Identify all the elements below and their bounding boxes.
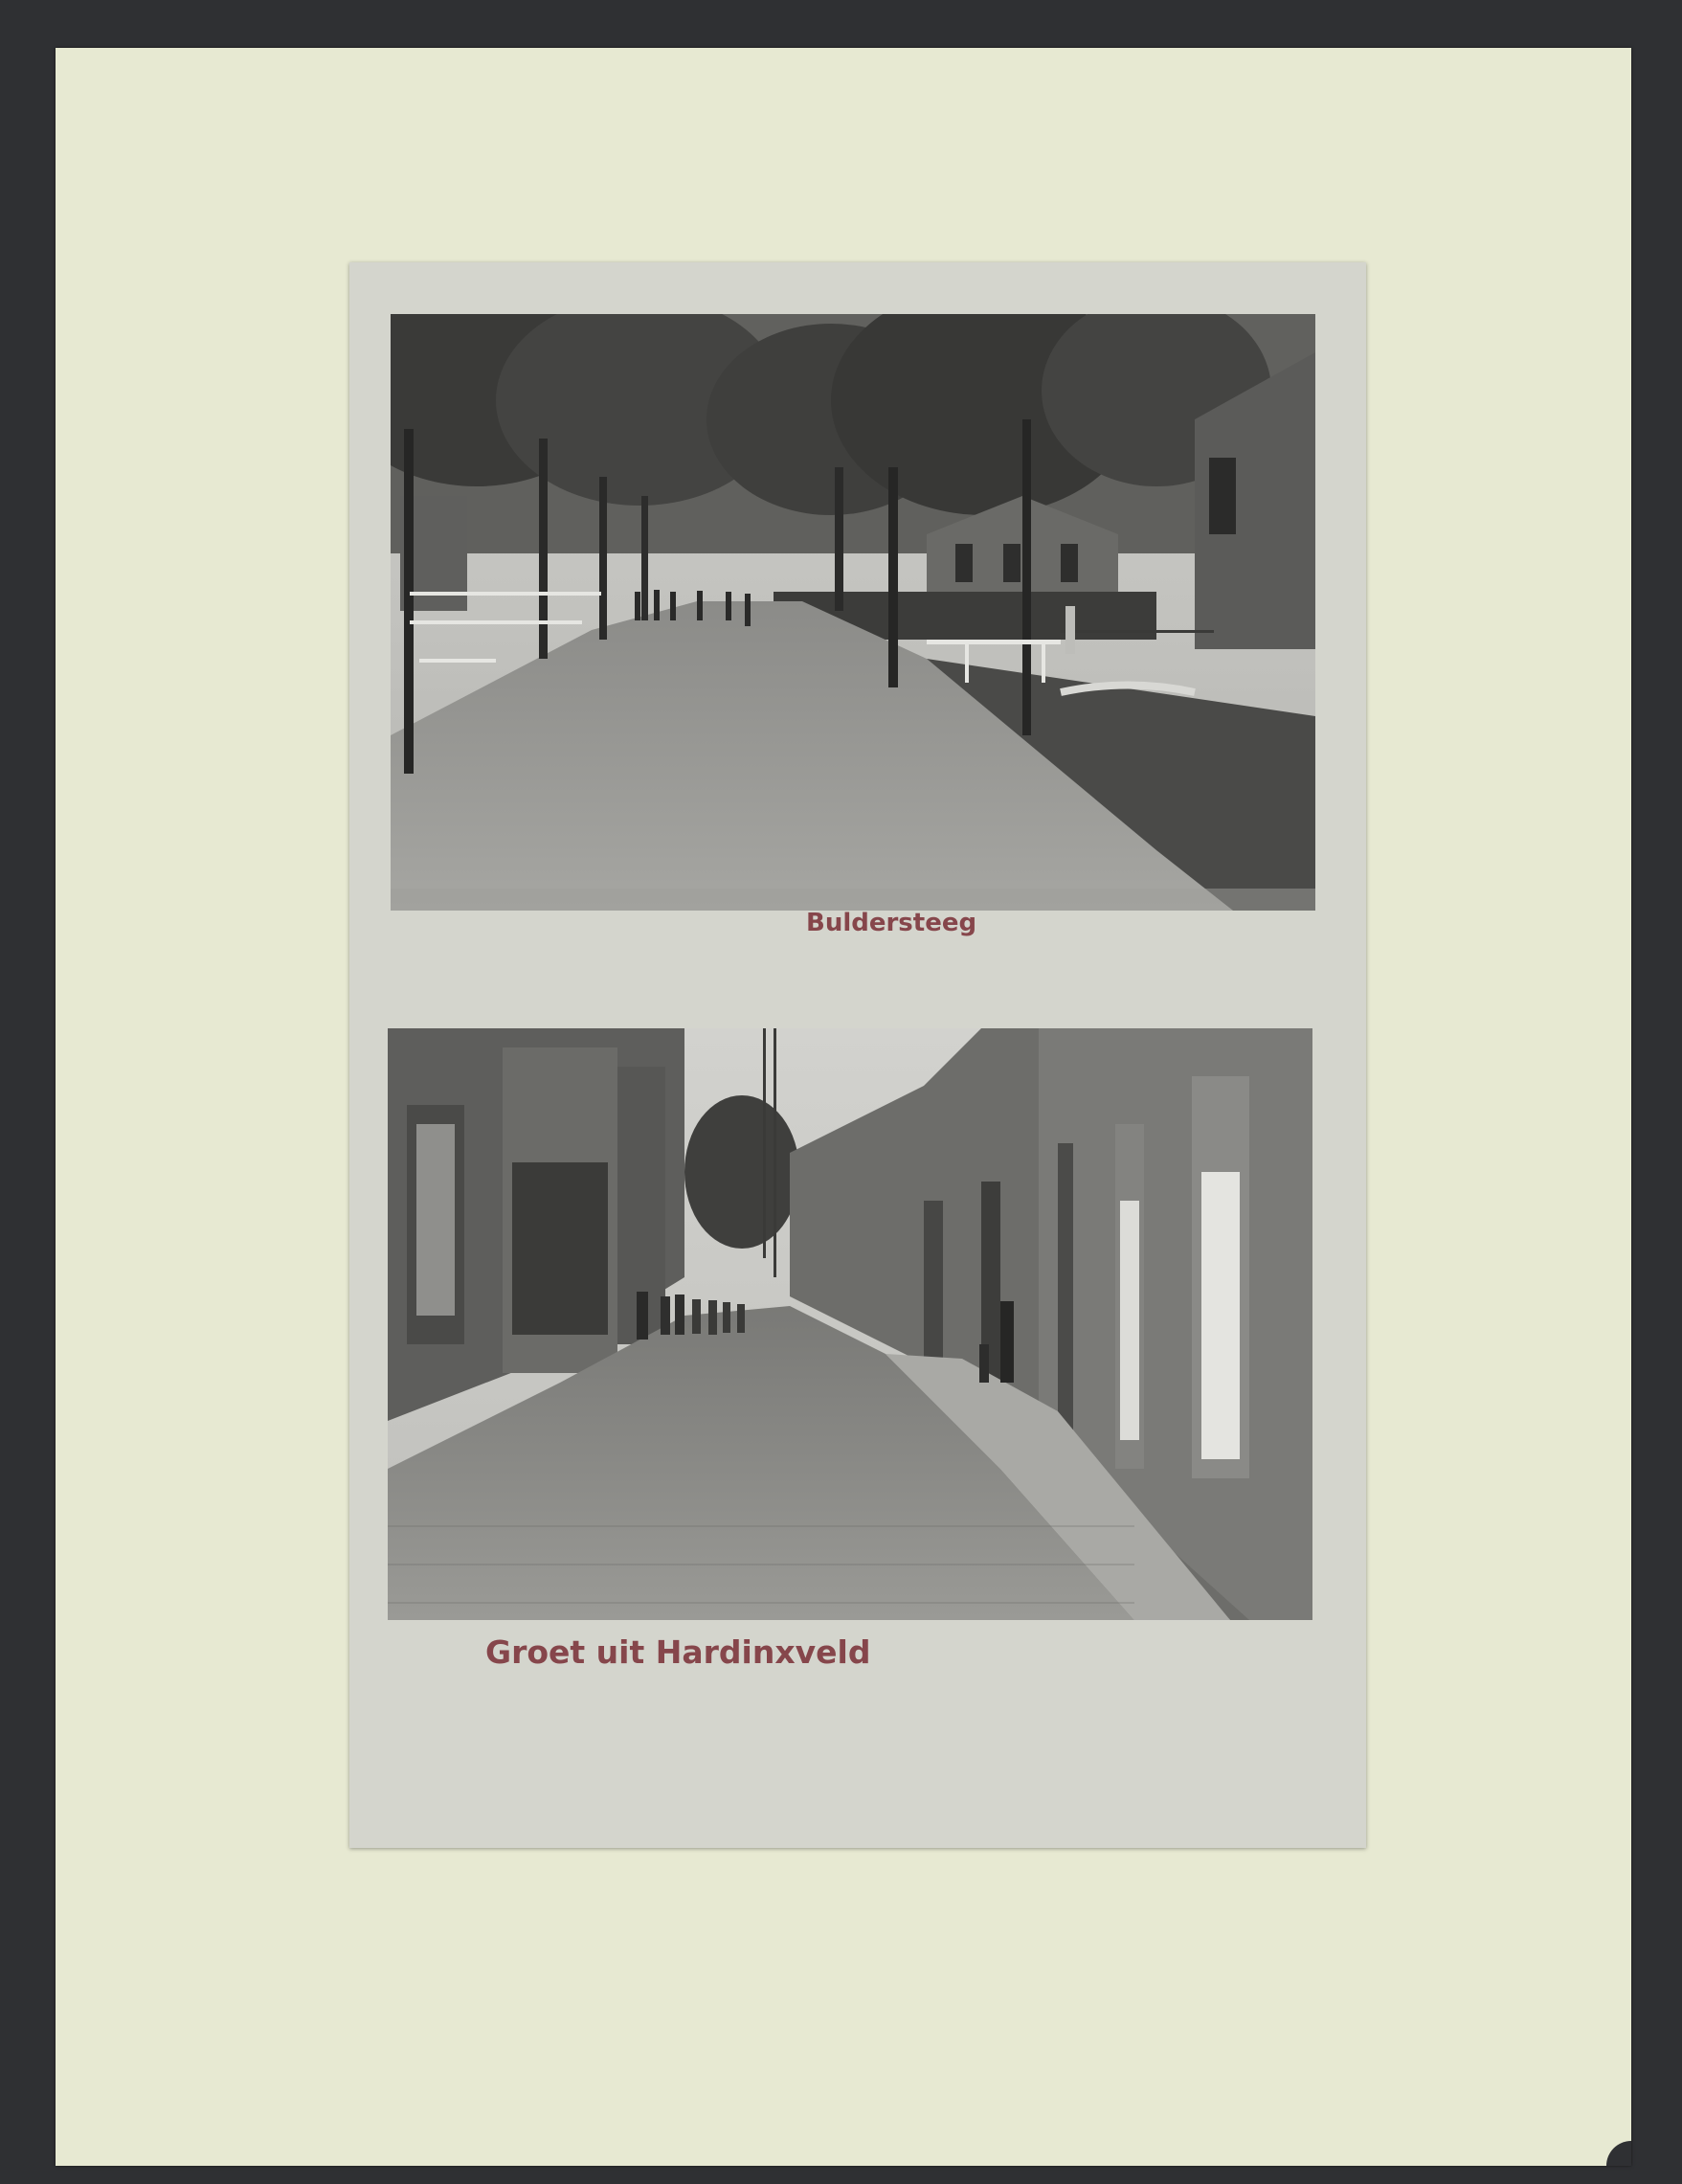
caption-buldersteeg: Buldersteeg (806, 909, 977, 937)
caption-groet-uit-hardinxveld: Groet uit Hardinxveld (485, 1633, 871, 1671)
photo-buldersteeg (391, 314, 1315, 911)
postcard (349, 262, 1366, 1848)
photo-street-hardinxveld (388, 1028, 1312, 1620)
